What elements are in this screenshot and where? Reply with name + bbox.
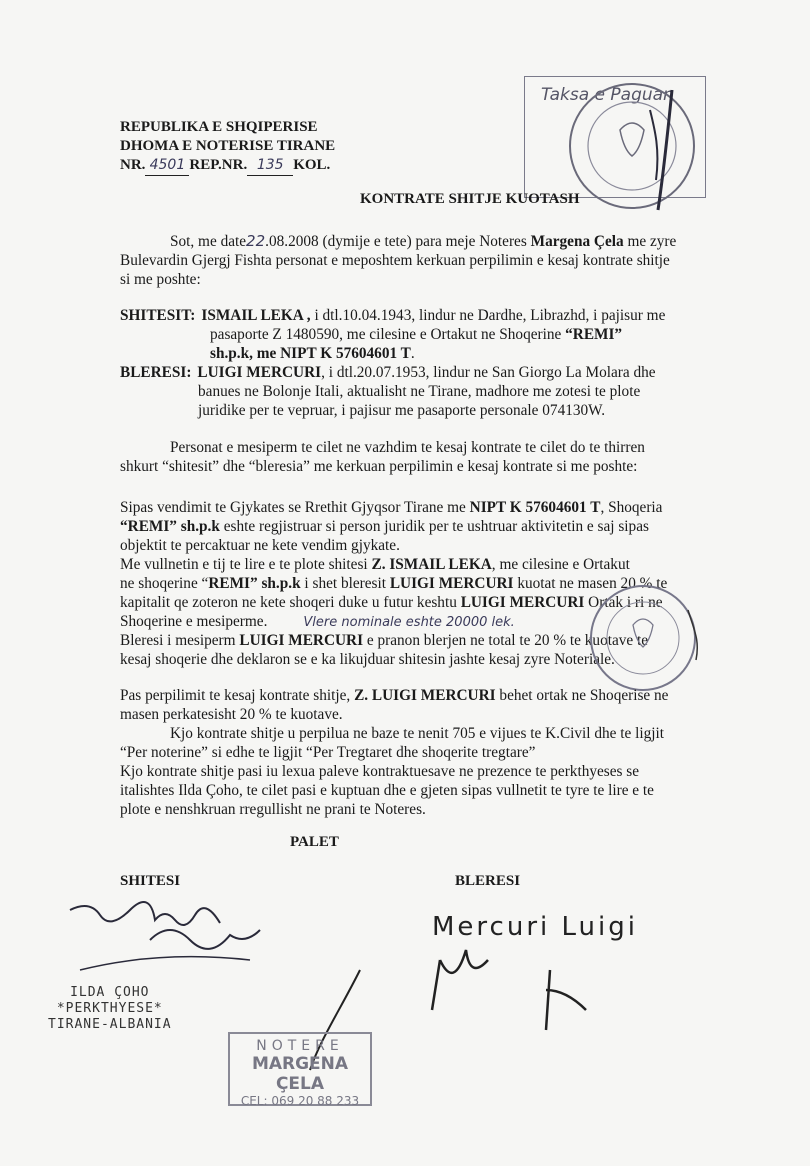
rep-label: REP.NR.	[189, 157, 248, 173]
body-l4c: , me cilesine e Ortakut	[491, 556, 630, 573]
body-line4	[120, 555, 630, 574]
notary-rect-stamp-line1: NOTERE	[256, 1038, 344, 1054]
buyer-heading: BLERESI	[455, 873, 521, 889]
para1-line2: shkurt “shitesit” dhe “bleresia” me kerkuan perpilimin e kesaj kontrate si me poshte:	[120, 458, 638, 475]
kol-label: KOL.	[293, 157, 331, 173]
notary-rect-stamp-line3: CEL: 069 20 88 233	[240, 1094, 360, 1108]
body-l5c: i shet bleresit	[300, 575, 390, 592]
body-line3: objektit te percaktuar ne kete vendim gjykate.	[120, 537, 400, 554]
body-l5a: ne shoqerine “	[120, 575, 209, 592]
intro-date-hand: 22	[246, 232, 266, 250]
para2-line6: italishtes Ilda Çoho, te cilet pasi e kuptuan dhe e gjeten sipas vullnetit te tyre te lire e te	[120, 782, 654, 799]
body-l8c: e pranon blerjen ne total te 20 % te kuotave te	[363, 632, 649, 649]
notary-name: Margena Çela	[530, 233, 624, 250]
buyer-line1-rest: , i dtl.20.07.1953, lindur ne San Giorgo La Molara dhe	[321, 364, 656, 381]
intro-line2: Bulevardin Gjergj Fishta personat e meposhtem kerkuan perpilimin e kesaj kontrate shitje	[120, 252, 670, 269]
body-l7: Shoqerine e mesiperme.	[120, 613, 268, 630]
body-line2	[120, 517, 649, 536]
translator-stamp	[48, 985, 172, 1033]
body-line8	[120, 631, 648, 650]
document-title: KONTRATE SHITJE KUOTASH	[360, 191, 580, 207]
header-numbers	[120, 156, 330, 176]
body-line7	[120, 612, 515, 632]
notary-rect-stamp-line2: MARGENA ÇELA	[251, 1054, 349, 1094]
body-l1a: Sipas vendimit te Gjykates se Rrethit Gjyqsor Tirane me	[120, 499, 470, 516]
body-l2b: eshte regjistruar si person juridik per te ushtruar aktivitetin e saj sipas	[219, 518, 649, 535]
body-line1	[120, 498, 662, 517]
para2-line3: Kjo kontrate shitje u perpilua ne baze te nenit 705 e vijues te K.Civil dhe te ligjit	[170, 725, 665, 742]
para2-line5: Kjo kontrate shitje pasi iu lexua paleve kontraktuesave ne prezence te perkthyeses se	[120, 763, 640, 780]
seller-name: ISMAIL LEKA ,	[201, 307, 311, 324]
intro-c: me zyre	[623, 233, 677, 250]
para2-l1a: Pas perpilimit te kesaj kontrate shitje,	[120, 687, 355, 704]
intro-line3: si me poshte:	[120, 271, 201, 288]
nr-label: NR.	[120, 157, 146, 173]
rep-value: 135	[247, 156, 293, 176]
buyer-line2: banues ne Bolonje Itali, aktualisht ne Tirane, madhore me zotesi te plote	[198, 383, 641, 400]
buyer-line1	[120, 363, 656, 382]
body-line6	[120, 593, 663, 612]
nr-value: 4501	[145, 156, 189, 176]
intro-a: Sot, me date	[170, 233, 247, 250]
seller-line3	[210, 344, 415, 363]
seller-heading: SHITESI	[120, 873, 181, 889]
translator-stamp-line1: ILDA ÇOHO	[70, 985, 150, 1000]
seller-label: SHITESIT:	[120, 307, 196, 324]
translator-stamp-line3: TIRANE-ALBANIA	[48, 1017, 172, 1032]
body-l1c: , Shoqeria	[600, 499, 663, 516]
para1-line1: Personat e mesiperm te cilet ne vazhdim te kesaj kontrate te cilet do te thirren	[170, 439, 645, 456]
para2-l1c: behet ortak ne Shoqerise ne	[495, 687, 669, 704]
body-line5	[120, 574, 667, 593]
intro-b: .08.2008 (dymije e tete) para meje Noteres	[265, 233, 531, 250]
seller-line1	[120, 306, 665, 325]
body-remi: “REMI” sh.p.k	[120, 518, 220, 535]
body-buyer-name: LUIGI MERCURI	[389, 575, 514, 592]
buyer-label: BLERESI:	[120, 364, 192, 381]
translator-stamp-line2: *PERKTHYESE*	[56, 1001, 163, 1016]
para2-line1	[120, 686, 668, 705]
intro-line1	[170, 232, 676, 251]
notary-rect-stamp	[228, 1032, 372, 1106]
body-buyer-name-2: LUIGI MERCURI	[460, 594, 585, 611]
seller-line2-text: pasaporte Z 1480590, me cilesine e Ortakut ne Shoqerine	[210, 326, 566, 343]
body-line9: kesaj shoqerie dhe deklaron se e ka likujduar shitesin jashte kesaj zyre Noteriale.	[120, 651, 615, 668]
seller-company: “REMI”	[565, 326, 623, 343]
buyer-signature-name: Mercuri Luigi	[432, 912, 638, 942]
para2-line2: masen perkatesisht 20 % te kuotave.	[120, 706, 343, 723]
notary-round-stamp-middle	[588, 580, 698, 700]
body-l5e: kuotat ne masen 20 % te	[513, 575, 668, 592]
body-seller-name: Z. ISMAIL LEKA	[371, 556, 492, 573]
para2-line7: plote e nenshkruan rregullisht ne prani te Noteres.	[120, 801, 426, 818]
parties-title: PALET	[290, 834, 339, 850]
body-buyer-name-3: LUIGI MERCURI	[239, 632, 364, 649]
buyer-line3: juridike per te vepruar, i pajisur me pasaporte personale 074130W.	[198, 402, 606, 419]
body-l6c: Ortak i ri ne	[584, 594, 663, 611]
para2-buyer-name: Z. LUIGI MERCURI	[354, 687, 496, 704]
body-l6a: kapitalit qe zoteron ne kete shoqeri duke u futur keshtu	[120, 594, 461, 611]
notary-round-stamp-top	[560, 70, 710, 220]
seller-line1-rest: i dtl.10.04.1943, lindur ne Dardhe, Librazhd, i pajisur me	[310, 307, 666, 324]
seller-line3-text: sh.p.k, me NIPT K 57604601 T	[210, 345, 411, 362]
seller-line3-end: .	[410, 345, 415, 362]
body-nipt: NIPT K 57604601 T	[469, 499, 601, 516]
body-l5b: REMI” sh.p.k	[208, 575, 301, 592]
tax-stamp-text: Taksa e Paguar	[541, 85, 671, 105]
header-chamber: DHOMA E NOTERISE TIRANE	[120, 138, 336, 154]
body-l4a: Me vullnetin e tij te lire e te plote shitesi	[120, 556, 372, 573]
seller-line2	[210, 325, 622, 344]
handwritten-nominal-value: Vlere nominale eshte 20000 lek.	[303, 615, 515, 630]
body-l8a: Bleresi i mesiperm	[120, 632, 240, 649]
para2-line4: “Per noterine” si edhe te ligjit “Per Tregtaret dhe shoqerite tregtare”	[120, 744, 536, 761]
header-republic: REPUBLIKA E SHQIPERISE	[120, 119, 318, 135]
buyer-name: LUIGI MERCURI	[197, 364, 322, 381]
